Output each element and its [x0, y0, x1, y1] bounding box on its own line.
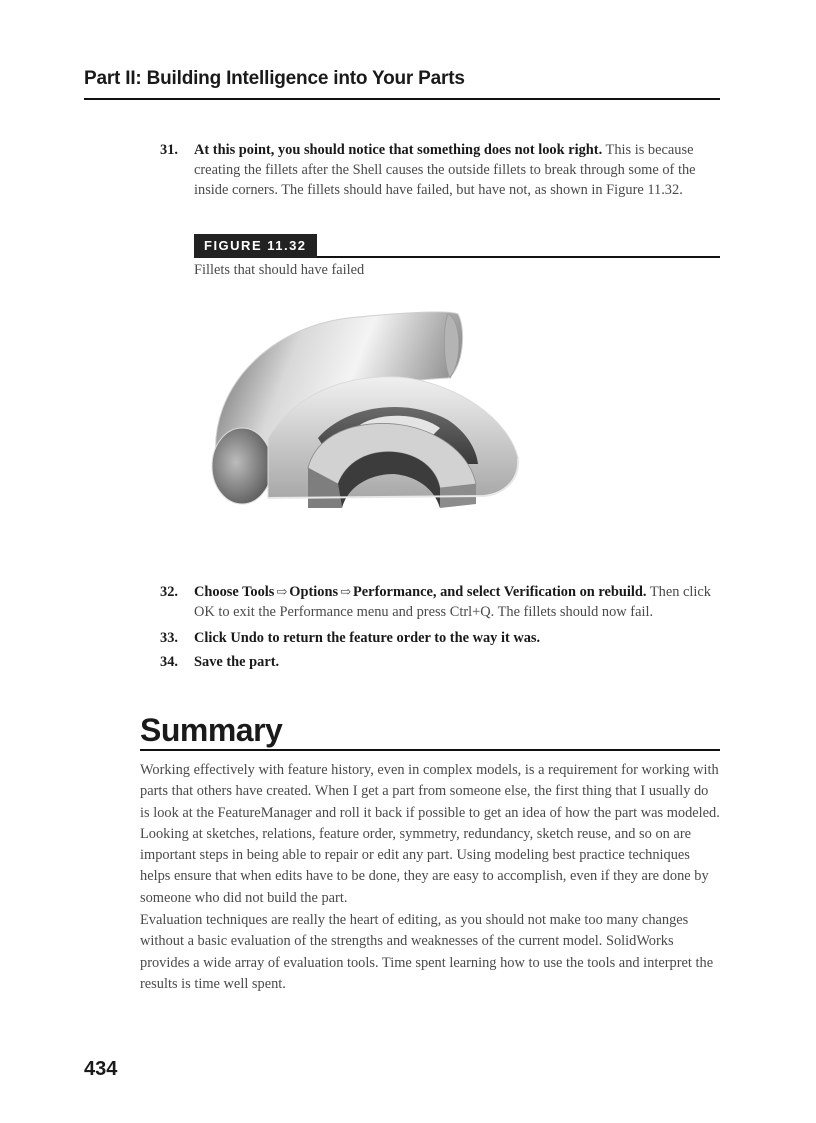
step-number: 34.	[160, 654, 178, 670]
step-number: 31.	[160, 142, 178, 158]
menu-path-performance: Performance, and select Verification on rebuild.	[353, 584, 647, 600]
step-31	[160, 140, 720, 200]
section-heading: Summary	[140, 712, 283, 748]
section-rule	[140, 749, 720, 751]
figure-caption: Fillets that should have failed	[194, 262, 365, 278]
step-body: Then click OK to exit the Performance menu and press Ctrl+Q. The fillets should now fail.	[194, 584, 711, 620]
step-text	[194, 140, 720, 200]
step-lead: At this point, you should notice that something does not look right.	[194, 142, 603, 158]
menu-path-options: Options	[289, 584, 339, 600]
step-number: 33.	[160, 630, 178, 646]
figure-label: FIGURE 11.32	[194, 234, 317, 258]
summary-paragraph: Working effectively with feature history, even in complex models, is a requirement for working with parts that others have created. When I get a part from someone else, the first thing that I usually do is look at the FeatureManager and roll it back if possible to get an idea of how the part was modeled. Looking at sketches, relations, feature order, symmetry, redundancy, sketch reuse, and so on are important steps in being able to repair or edit any part. Using modeling best practice techniques helps ensure that when edits have to be done, they are easy to accomplish, even if they are done by someone who did not build the part.	[140, 762, 720, 906]
summary-paragraph: Evaluation techniques are really the heart of editing, as you should not make too many changes without a basic evaluation of the strengths and weaknesses of the current model. SolidWorks provides a wide array of evaluation tools. Time spent learning how to use the tools and interpret the results is time well spent.	[140, 912, 714, 992]
step-33	[160, 628, 720, 648]
step-text	[194, 652, 720, 672]
step-text	[194, 628, 720, 648]
page-number: 434	[84, 1058, 118, 1080]
step-number: 32.	[160, 584, 178, 600]
menu-path-tools: Choose Tools	[194, 584, 275, 600]
menu-arrow-icon: ⇨	[276, 584, 288, 599]
step-32	[160, 582, 720, 622]
step-lead: Save the part.	[194, 654, 280, 670]
step-text	[194, 582, 720, 622]
step-34	[160, 652, 720, 672]
tube-end-cap	[212, 428, 272, 504]
menu-arrow-icon: ⇨	[340, 584, 351, 599]
step-body: This is because creating the fillets after the Shell causes the outside fillets to break through some of the inside corners. The fillets should have failed, but have not, as shown in Figure 11.32.	[194, 142, 696, 198]
header-rule	[84, 98, 720, 100]
step-lead: Click Undo to return the feature order to the way it was.	[194, 630, 541, 646]
running-head: Part II: Building Intelligence into Your Parts	[84, 68, 465, 89]
fillet-part-figure	[208, 308, 528, 520]
